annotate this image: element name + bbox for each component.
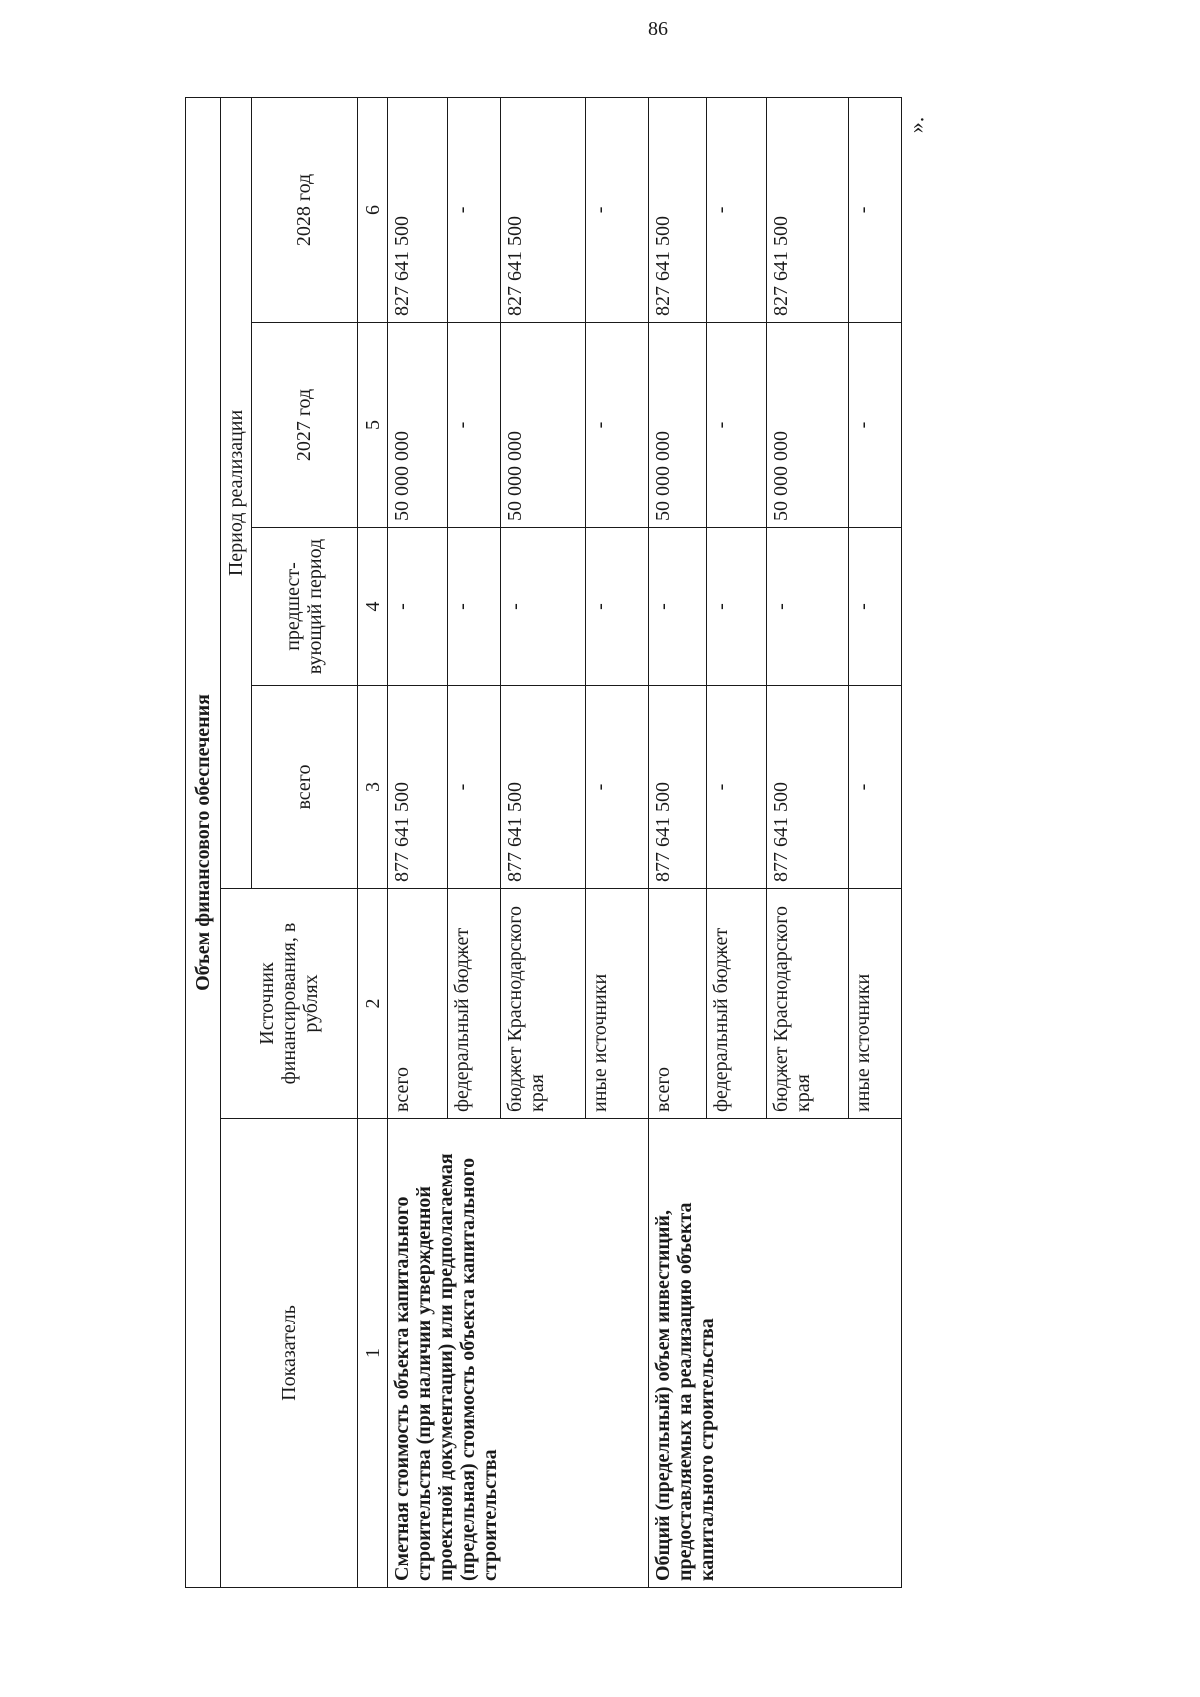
- indicator-cell: Общий (предельный) объем инвестиций, предоставляемых на реализацию объекта капитального строительства: [648, 1119, 901, 1588]
- value-2028: 827 641 500: [766, 97, 848, 322]
- col-number: 3: [358, 686, 388, 889]
- value-total: -: [585, 686, 648, 889]
- col-number: 5: [358, 323, 388, 528]
- value-2027: 50 000 000: [500, 323, 585, 528]
- value-2027: 50 000 000: [766, 323, 848, 528]
- source-cell: бюджет Краснодарского края: [500, 889, 585, 1119]
- value-prev: -: [585, 528, 648, 686]
- header-2027: 2027 год: [251, 323, 358, 528]
- value-prev: -: [766, 528, 848, 686]
- value-total: 877 641 500: [500, 686, 585, 889]
- source-cell: иные источники: [848, 889, 901, 1119]
- value-2028: 827 641 500: [500, 97, 585, 322]
- col-number: 2: [358, 889, 388, 1119]
- header-source: Источник финансирования, в рублях: [220, 889, 357, 1119]
- value-total: 877 641 500: [766, 686, 848, 889]
- value-2028: -: [707, 97, 766, 322]
- value-2027: 50 000 000: [388, 323, 447, 528]
- value-2028: 827 641 500: [388, 97, 447, 322]
- value-2028: -: [585, 97, 648, 322]
- source-cell: иные источники: [585, 889, 648, 1119]
- source-cell: всего: [648, 889, 706, 1119]
- value-total: 877 641 500: [648, 686, 706, 889]
- value-2028: -: [447, 97, 500, 322]
- header-prev-period: предшест-вующий период: [251, 528, 358, 686]
- value-prev: -: [848, 528, 901, 686]
- value-2027: -: [447, 323, 500, 528]
- value-prev: -: [707, 528, 766, 686]
- source-cell: бюджет Краснодарского края: [766, 889, 848, 1119]
- header-total: всего: [251, 686, 358, 889]
- value-2028: 827 641 500: [648, 97, 706, 322]
- value-prev: -: [388, 528, 447, 686]
- value-prev: -: [500, 528, 585, 686]
- financing-table: [185, 97, 902, 1588]
- value-2027: -: [585, 323, 648, 528]
- col-number: 4: [358, 528, 388, 686]
- table-title: Объем финансового обеспечения: [186, 97, 221, 1587]
- rotated-table-wrapper: [185, 98, 902, 1588]
- table-row: [648, 97, 706, 1587]
- value-total: -: [848, 686, 901, 889]
- value-2027: -: [848, 323, 901, 528]
- value-total: 877 641 500: [388, 686, 447, 889]
- table-row: [388, 97, 447, 1587]
- col-number: 6: [358, 97, 388, 322]
- value-2027: -: [707, 323, 766, 528]
- col-number: 1: [358, 1119, 388, 1588]
- value-2028: -: [848, 97, 901, 322]
- value-prev: -: [648, 528, 706, 686]
- header-2028: 2028 год: [251, 97, 358, 322]
- closing-quote-mark: ».: [903, 116, 929, 134]
- header-indicator: Показатель: [220, 1119, 357, 1588]
- source-cell: федеральный бюджет: [447, 889, 500, 1119]
- page-number: 86: [648, 18, 668, 40]
- value-total: -: [707, 686, 766, 889]
- header-period: Период реализации: [220, 97, 251, 888]
- source-cell: всего: [388, 889, 447, 1119]
- value-2027: 50 000 000: [648, 323, 706, 528]
- indicator-cell: Сметная стоимость объекта капитального строительства (при наличии утвержденной проектной документации) или предполагаемая (предельная) стоимость объекта капитального строительства: [388, 1119, 649, 1588]
- value-total: -: [447, 686, 500, 889]
- source-cell: федеральный бюджет: [707, 889, 766, 1119]
- value-prev: -: [447, 528, 500, 686]
